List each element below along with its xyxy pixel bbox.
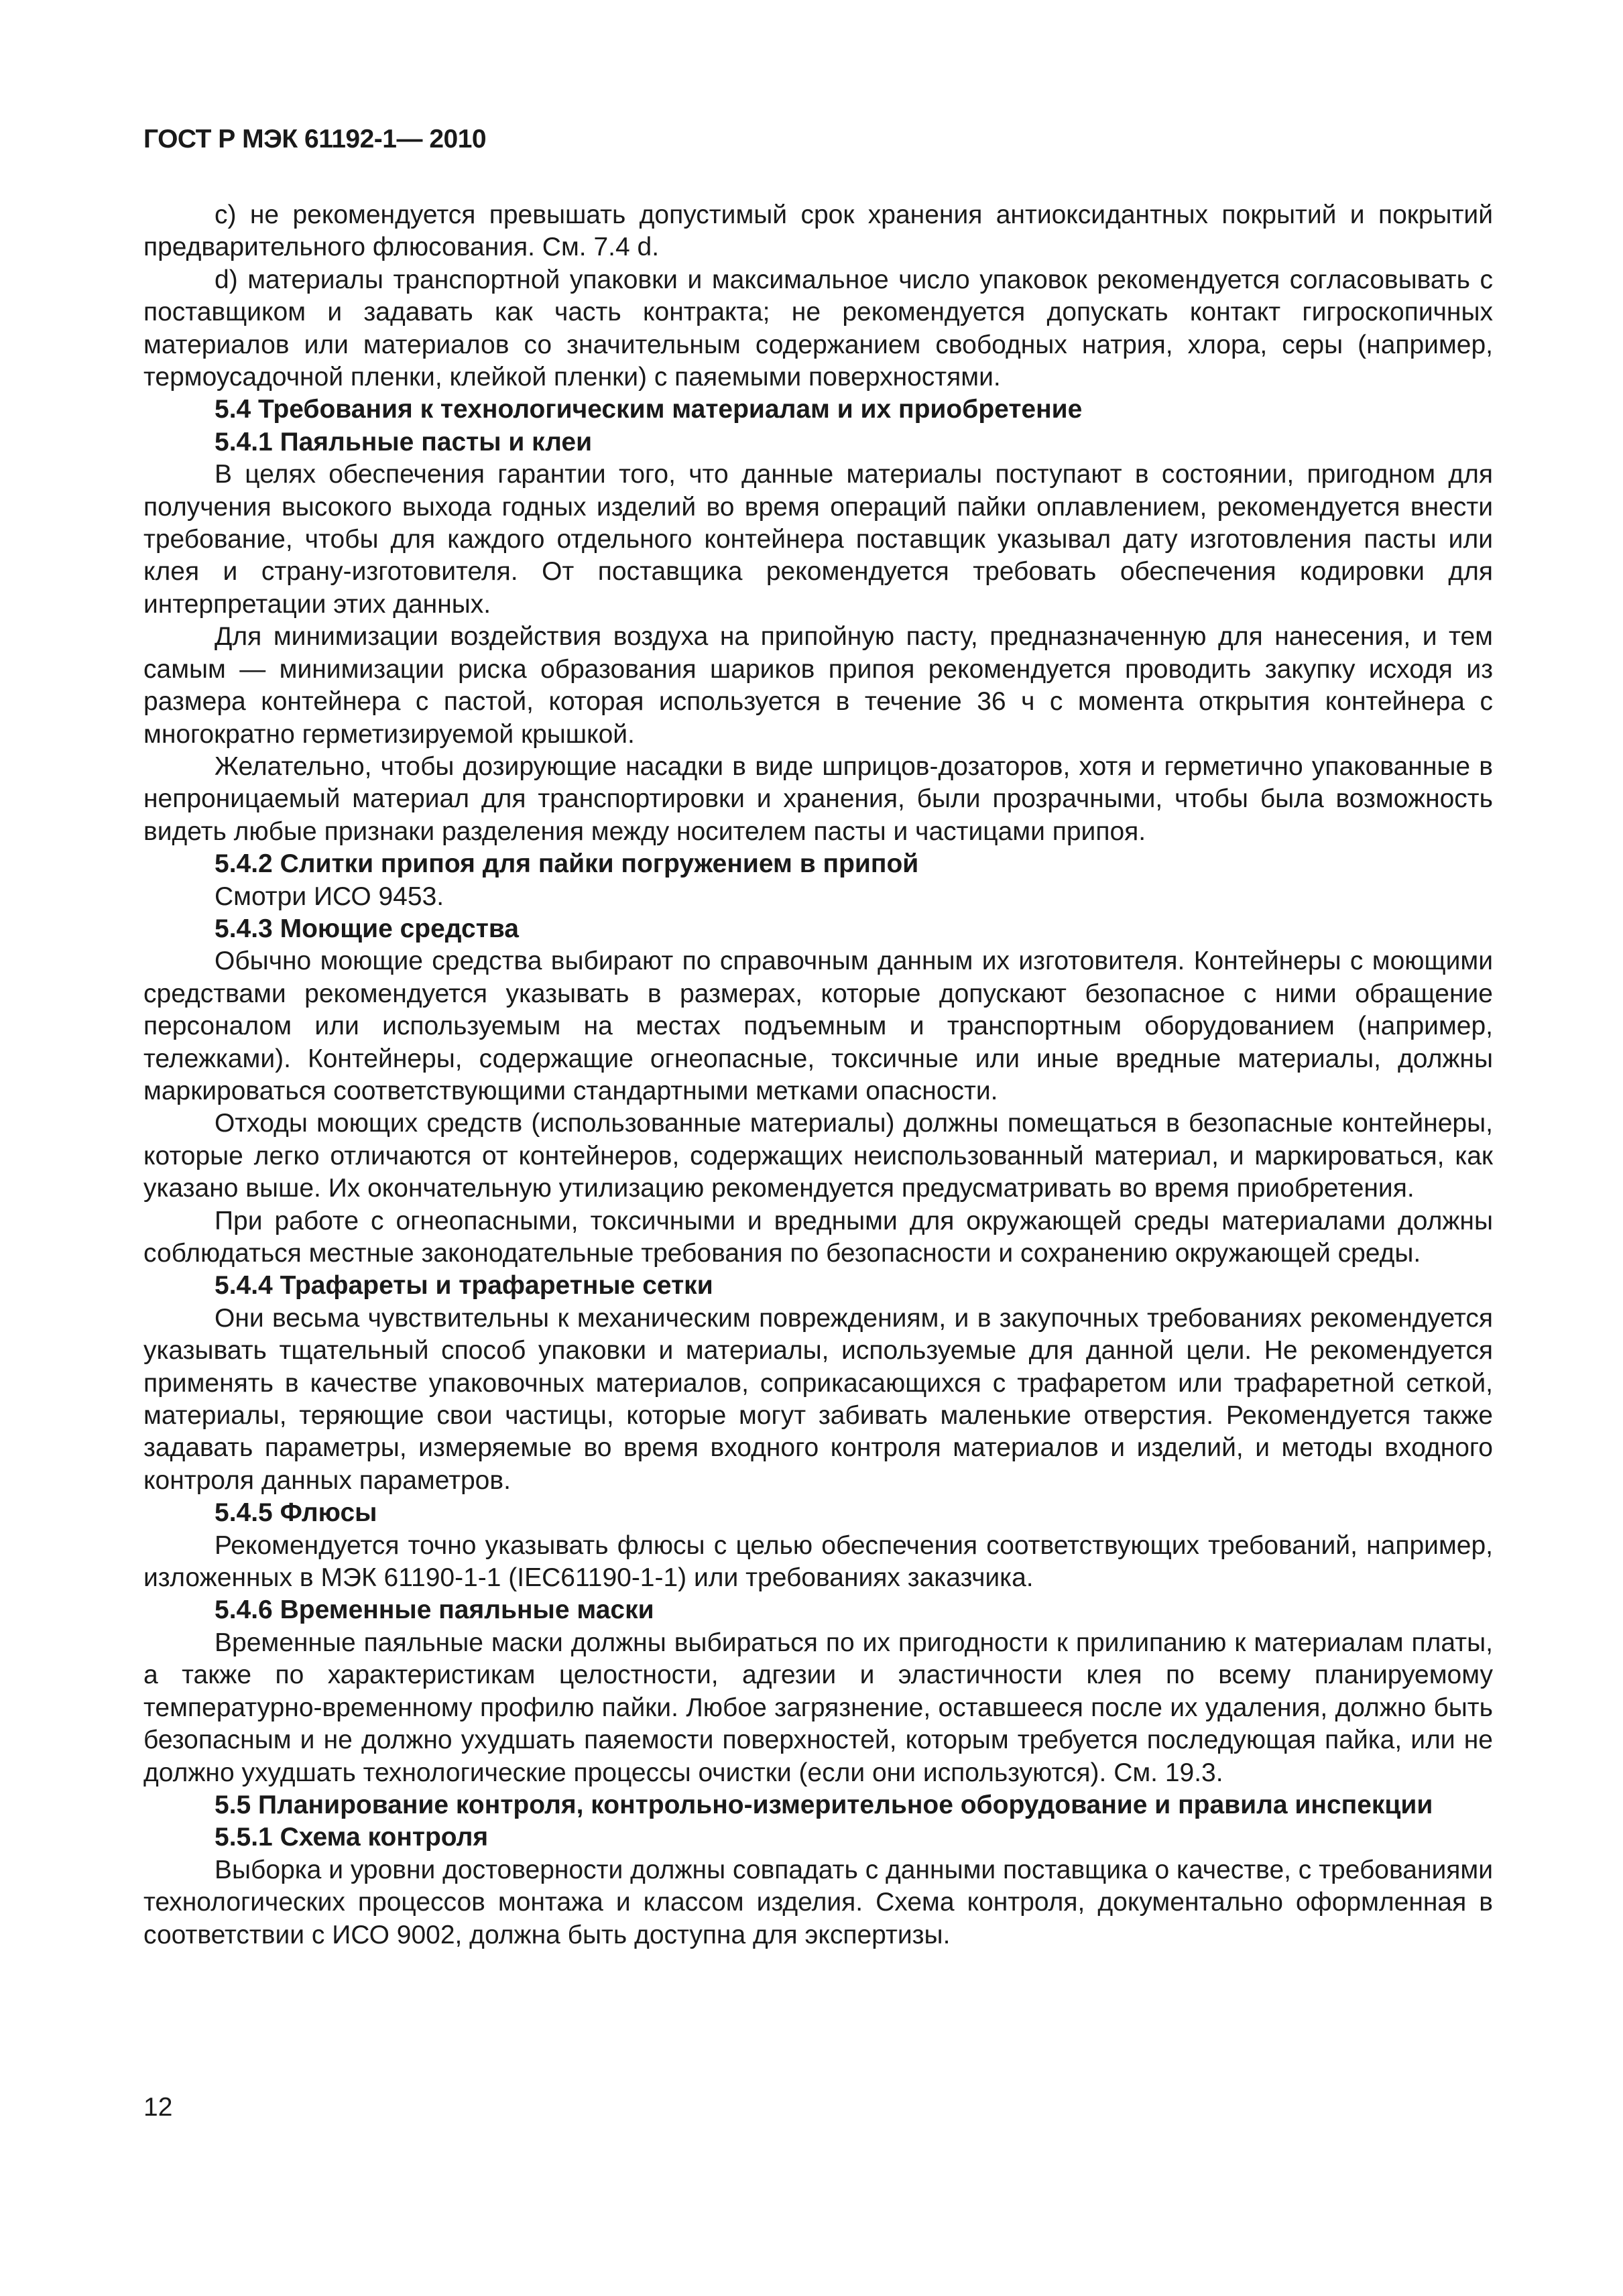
heading-5-4-5: 5.4.5 Флюсы bbox=[215, 1498, 377, 1528]
paragraph-5-3-d: d) материалы транспортной упаковки и максимальное число упаковок рекомендуется согласовывать с поставщиком и задавать как часть контракта; не рекомендуется допускать контакт гигроскопичных материалов или материалов со значительным содержанием свободных натрия, хлора, серы (например, термоусадочной пленки, клейкой пленки) с паяемыми поверхностями. bbox=[143, 265, 1493, 392]
paragraph: При работе с огнеопасными, токсичными и вредными для окружающей среды материалами должны соблюдаться местные законодательные требования по безопасности и сохранению окружающей среды. bbox=[143, 1206, 1493, 1268]
document-body bbox=[143, 199, 1493, 1951]
heading-5-4-6: 5.4.6 Временные паяльные маски bbox=[215, 1595, 654, 1625]
paragraph: Они весьма чувствительны к механическим повреждениям, и в закупочных требованиях рекомендуется указывать тщательный способ упаковки и материалы, используемые для данной цели. Не рекомендуется применять в качестве упаковочных материалов, соприкасающихся с трафаретом или трафаретной сеткой, материалы, теряющие свои частицы, которые могут забивать маленькие отверстия. Рекомендуется также задавать параметры, измеряемые во время входного контроля материалов и изделий, и методы входного контроля данных параметров. bbox=[143, 1303, 1493, 1495]
page-number: 12 bbox=[143, 2093, 173, 2122]
heading-5-4-1: 5.4.1 Паяльные пасты и клеи bbox=[215, 427, 593, 457]
paragraph-5-3-c: c) не рекомендуется превышать допустимый срок хранения антиоксидантных покрытий и покрытий предварительного флюсования. См. 7.4 d. bbox=[143, 200, 1493, 262]
paragraph: Смотри ИСО 9453. bbox=[215, 882, 444, 911]
standard-designation: ГОСТ Р МЭК 61192-1— 2010 bbox=[143, 125, 487, 154]
paragraph: Отходы моющих средств (использованные материалы) должны помещаться в безопасные контейнеры, которые легко отличаются от контейнеров, содержащих неиспользованный материал, и маркироваться, как указано выше. Их окончательную утилизацию рекомендуется предусматривать во время приобретения. bbox=[143, 1109, 1493, 1203]
paragraph: Рекомендуется точно указывать флюсы с целью обеспечения соответствующих требований, например, изложенных в МЭК 61190-1-1 (IEC61190-1-1) или требованиях заказчика. bbox=[143, 1530, 1493, 1593]
heading-5-5-1: 5.5.1 Схема контроля bbox=[215, 1823, 489, 1852]
heading-5-4: 5.4 Требования к технологическим материалам и их приобретение bbox=[215, 395, 1083, 424]
paragraph: Временные паяльные маски должны выбираться по их пригодности к прилипанию к материалам платы, а также по характеристикам целостности, адгезии и эластичности клея по всему планируемому температурно-временному профилю пайки. Любое загрязнение, оставшееся после их удаления, должно быть безопасным и не должно ухудшать паяемости поверхностей, которым требуется последующая пайка, или не должно ухудшать технологические процессы очистки (если они используются). См. 19.3. bbox=[143, 1628, 1493, 1787]
heading-5-4-3: 5.4.3 Моющие средства bbox=[215, 914, 519, 943]
heading-5-4-4: 5.4.4 Трафареты и трафаретные сетки bbox=[215, 1271, 713, 1301]
paragraph: Обычно моющие средства выбирают по справочным данным их изготовителя. Контейнеры с моющими средствами рекомендуется указывать в размерах, которые допускают безопасное с ними обращение персоналом или используемым на местах подъемным и транспортным оборудованием (например, тележками). Контейнеры, содержащие огнеопасные, токсичные или иные вредные материалы, должны маркироваться соответствующими стандартными метками опасности. bbox=[143, 947, 1493, 1105]
heading-5-4-2: 5.4.2 Слитки припоя для пайки погружением в припой bbox=[215, 849, 919, 879]
heading-5-5: 5.5 Планирование контроля, контрольно-измерительное оборудование и правила инспекции bbox=[215, 1790, 1433, 1819]
paragraph: Желательно, чтобы дозирующие насадки в виде шприцов-дозаторов, хотя и герметично упакованные в непроницаемый материал для транспортировки и хранения, были прозрачными, чтобы была возможность видеть любые признаки разделения между носителем пасты и частицами припоя. bbox=[143, 751, 1493, 846]
paragraph: Для минимизации воздействия воздуха на припойную пасту, предназначенную для нанесения, и тем самым — минимизации риска образования шариков припоя рекомендуется проводить закупку исходя из размера контейнера с пастой, которая используется в течение 36 ч с момента открытия контейнера с многократно герметизируемой крышкой. bbox=[143, 622, 1493, 749]
paragraph: В целях обеспечения гарантии того, что данные материалы поступают в состоянии, пригодном для получения высокого выхода годных изделий во время операций пайки оплавлением, рекомендуется внести требование, чтобы для каждого отдельного контейнера поставщик указывал дату изготовления пасты или клея и страну-изготовителя. От поставщика рекомендуется требовать обеспечения кодировки для интерпретации этих данных. bbox=[143, 460, 1493, 619]
paragraph: Выборка и уровни достоверности должны совпадать с данными поставщика о качестве, с требованиями технологических процессов монтажа и классом изделия. Схема контроля, документально оформленная в соответствии с ИСО 9002, должна быть доступна для экспертизы. bbox=[143, 1855, 1493, 1949]
